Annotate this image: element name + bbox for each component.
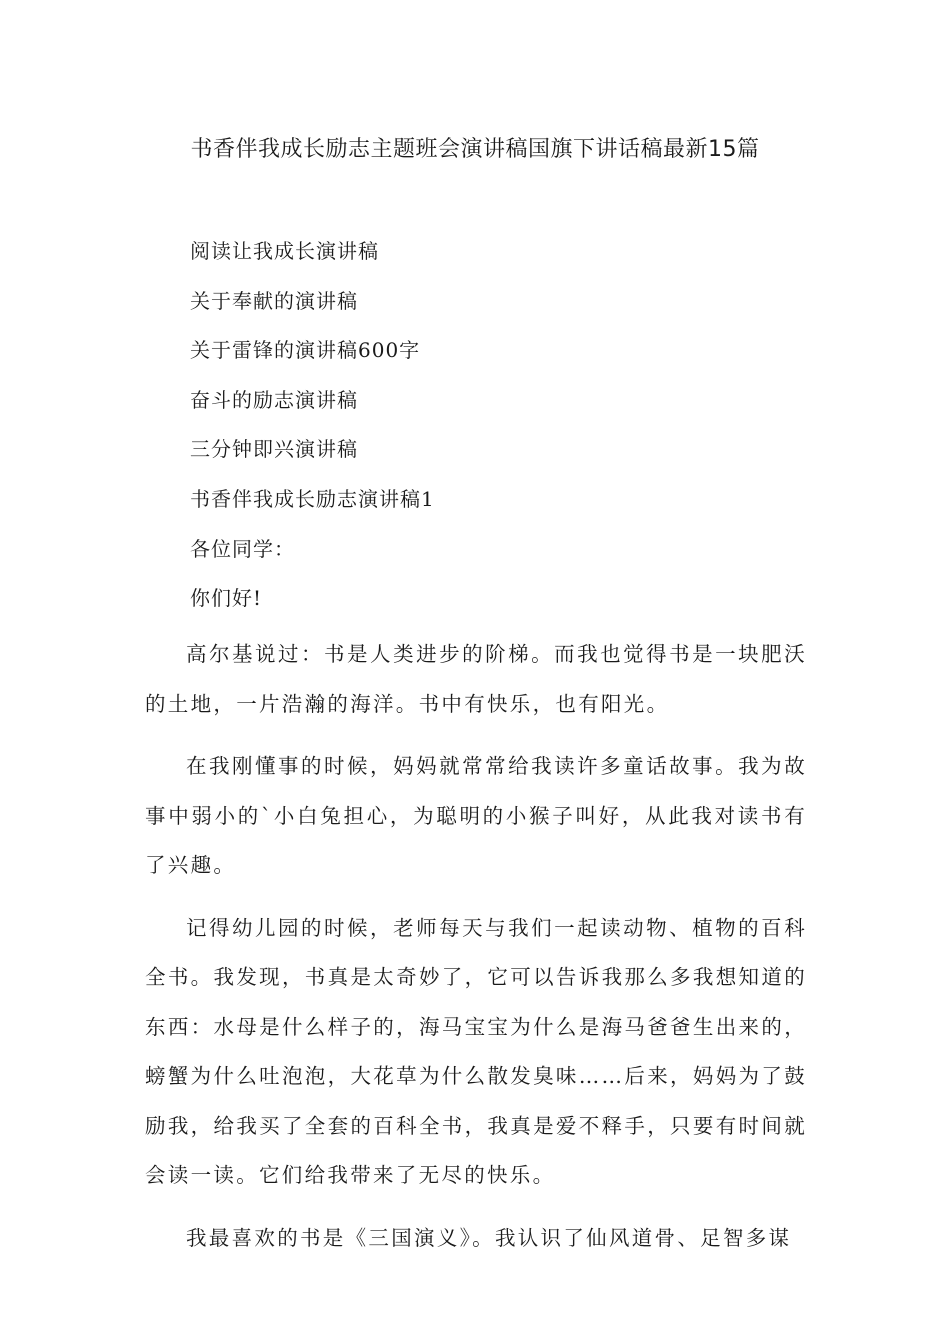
toc-item: 关于奉献的演讲稿 — [190, 288, 358, 313]
document-title: 书香伴我成长励志主题班会演讲稿国旗下讲话稿最新15篇 — [190, 137, 760, 162]
paragraph: 记得幼儿园的时候，老师每天与我们一起读动物、植物的百科全书。我发现，书真是太奇妙了，它可以告诉我那么多我想知道的东西：水母是什么样子的，海马宝宝为什么是海马爸爸生出来的，螃蟹为什么吐泡泡，大花草为什么散发臭味……后来，妈妈为了鼓励我，给我买了全套的百科全书，我真是爱不释手，只要有时间就会读一读。它们给我带来了无尽的快乐。 — [145, 915, 807, 1187]
toc-item: 三分钟即兴演讲稿 — [190, 437, 358, 462]
paragraph: 在我刚懂事的时候，妈妈就常常给我读许多童话故事。我为故事中弱小的`小白兔担心，为聪明的小猴子叫好，从此我对读书有了兴趣。 — [145, 754, 807, 877]
paragraph: 高尔基说过：书是人类进步的阶梯。而我也觉得书是一块肥沃的土地，一片浩瀚的海洋。书中有快乐，也有阳光。 — [145, 642, 807, 716]
toc-item: 书香伴我成长励志演讲稿1 — [190, 486, 435, 511]
greeting-line: 你们好! — [190, 586, 263, 611]
paragraph: 我最喜欢的书是《三国演义》。我认识了仙风道骨、足智多谋 — [186, 1225, 792, 1250]
toc-item: 关于雷锋的演讲稿600字 — [190, 338, 421, 363]
table-of-contents — [190, 233, 435, 630]
body-text — [145, 630, 807, 1276]
greeting-line: 各位同学： — [190, 536, 295, 561]
toc-item: 阅读让我成长演讲稿 — [190, 239, 379, 263]
toc-item: 奋斗的励志演讲稿 — [190, 387, 358, 412]
